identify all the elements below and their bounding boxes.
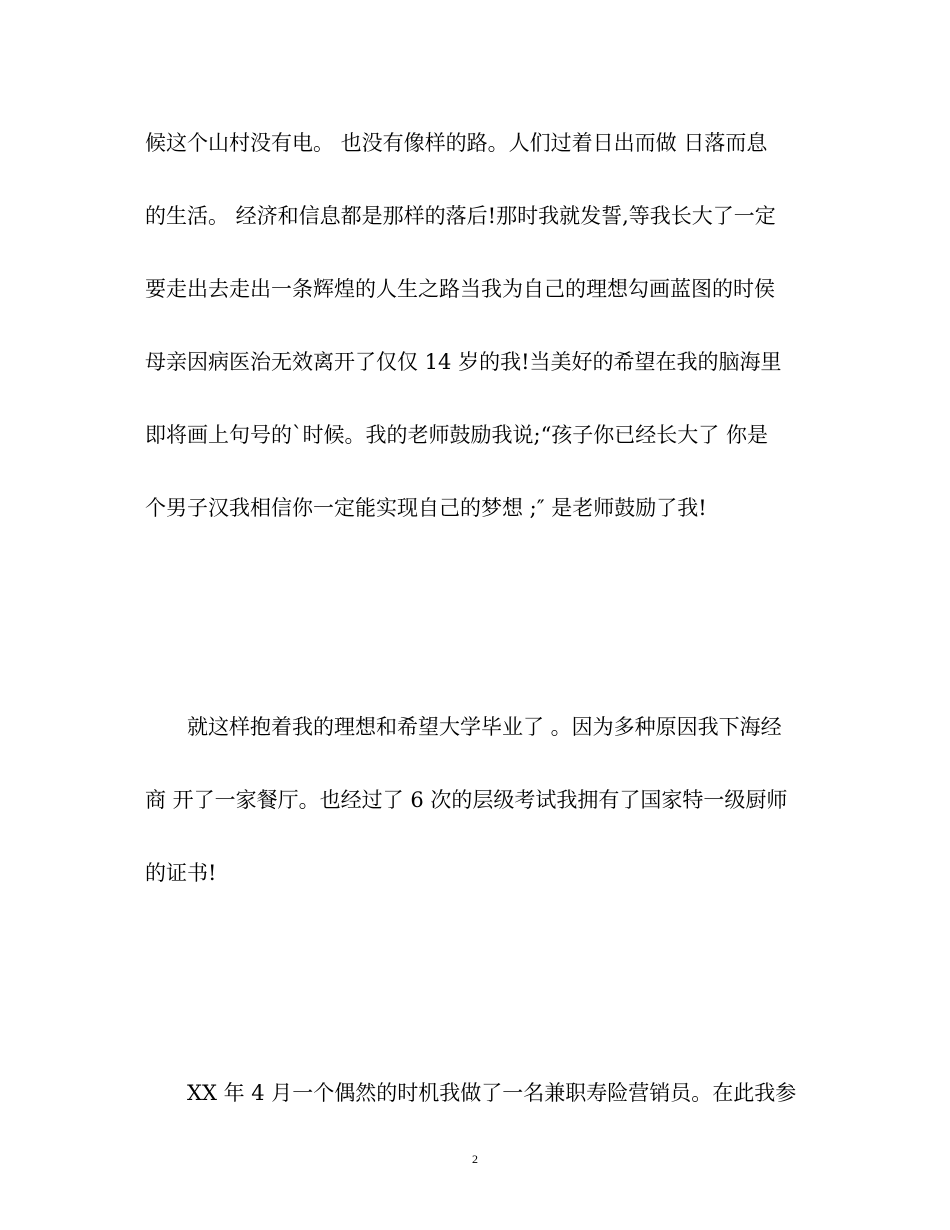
paragraph-3 <box>145 1083 805 1156</box>
paragraph-line: 个男子汉我相信你一定能实现自己的梦想 ;″ 是老师鼓励了我! <box>145 496 707 520</box>
paragraph-line: 商 开了一家餐厅。也经过了 6 次的层级考试我拥有了国家特一级厨师 <box>145 788 788 812</box>
paragraph-line: 要走出去走出一条辉煌的人生之路当我为自己的理想勾画蓝图的时侯 <box>145 277 775 301</box>
paragraph-line: 母亲因病医治无效离开了仅仅 14 岁的我!当美好的希望在我的脑海里 <box>145 350 782 374</box>
paragraph-line: XX 年 4 月一个偶然的时机我做了一名兼职寿险营销员。在此我参 <box>187 1081 797 1105</box>
paragraph-2 <box>145 717 805 936</box>
page-number: 2 <box>472 1152 478 1166</box>
paragraph-line: 即将画上句号的`时候。我的老师鼓励我说;“孩子你已经长大了 你是 <box>145 423 768 447</box>
paragraph-line: 候这个山村没有电。 也没有像样的路。人们过着日出而做 日落而息 <box>145 131 768 155</box>
paragraph-line: 的证书! <box>145 861 217 885</box>
paragraph-line: 的生活。 经济和信息都是那样的落后!那时我就发誓,等我长大了一定 <box>145 204 776 228</box>
paragraph-1 <box>145 133 805 571</box>
paragraph-line: 就这样抱着我的理想和希望大学毕业了 。因为多种原因我下海经 <box>187 715 782 739</box>
